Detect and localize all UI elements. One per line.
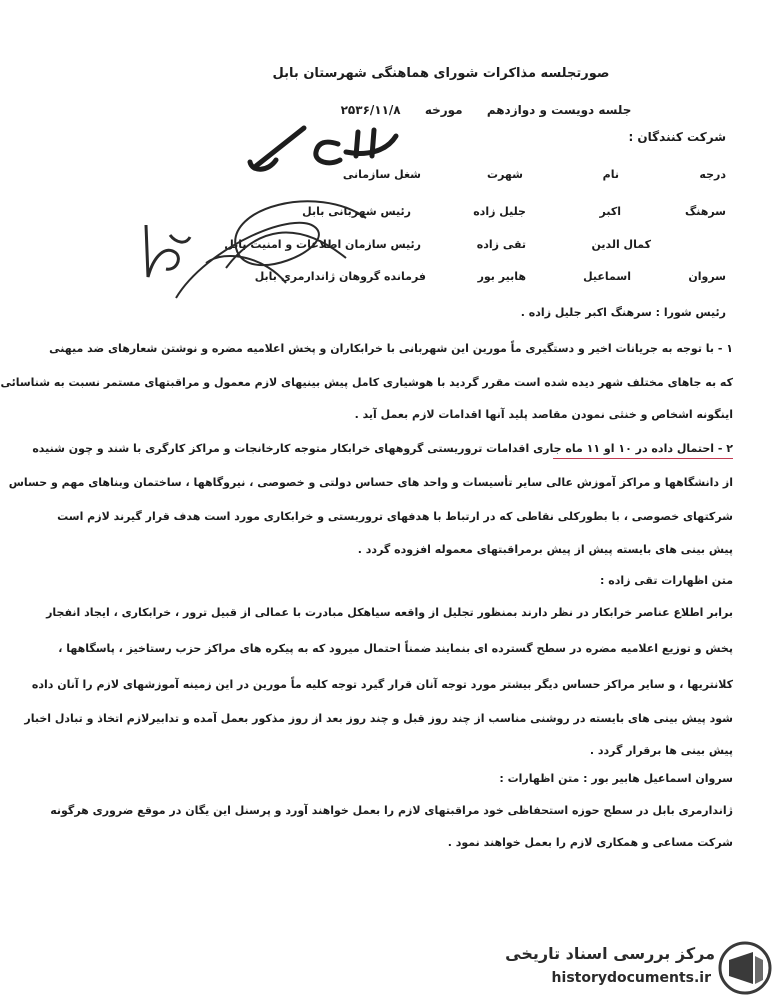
item2-line3: شرکتهای خصوصی ، با بطورکلی نقاطی که در ارتباط با هدفهای تروریستی و خرابکاری مورد است هدف قرار گیرند لازم است	[57, 510, 733, 523]
row3-surname: هابیر بور	[477, 270, 526, 283]
item3-line3: کلانتریها ، و سایر مراکز حساس دیگر بیشتر مورد توجه آنان قرار گیرد توجه کلیه ماً مورین در این زمینه آموزشهای لازم را آنان داده	[31, 678, 733, 691]
participants-label: شرکت کنندگان :	[628, 130, 726, 144]
watermark-url: historydocuments.ir	[551, 970, 711, 986]
item1-line3: اینگونه اشخاص و خنثی نمودن مقاصد پلید آنها اقدامات لازم بعمل آید .	[354, 408, 733, 421]
row3-name: اسماعیل	[583, 270, 631, 283]
item3-line1: برابر اطلاع عناصر خرابکار در نظر دارند بمنظور تجلیل از واقعه سیاهکل مبادرت با عمالی از قبیل ترور ، خرابکاری ، ایجاد انفجار	[46, 606, 733, 619]
row1-name: اکبر	[599, 205, 621, 218]
red-underline	[553, 458, 733, 459]
header-position: شغل سازمانی	[342, 168, 421, 181]
row1-surname: جلیل زاده	[473, 205, 526, 218]
item1-line2: که به جاهای مختلف شهر دیده شده است مقرر گردید با هوشیاری کامل پیش بینیهای لازم معمول و مراقبتهای مستمر نسبت به شناسائی	[0, 376, 733, 389]
item3-line5: پیش بینی ها برقرار گردد .	[589, 744, 733, 757]
header-surname: شهرت	[487, 168, 523, 181]
item4-line1: ژاندارمری بابل در سطح حوزه استحفاظی خود مراقبتهای لازم را بعمل خواهند آورد و پرسنل این یگان در موقع ضروری هرگونه	[50, 804, 733, 817]
row3-position: فرمانده گروهان ژاندارمری بابل	[254, 270, 426, 283]
header-rank: درجه	[699, 168, 726, 181]
row1-position: رئیس شهربانی بابل	[302, 205, 411, 218]
side-signature	[136, 215, 196, 285]
row2-position: رئیس سازمان اطلاعات و امنیت بابل	[224, 238, 421, 251]
signature-scribble	[166, 188, 376, 308]
item4-line2: شرکت مساعی و همکاری لازم را بعمل خواهند نمود .	[447, 836, 733, 849]
section-sarvan: سروان اسماعیل هابیر بور : متن اظهارات :	[499, 772, 733, 785]
row3-rank: سروان	[688, 270, 726, 283]
section-taqizadeh: متن اظهارات تقی زاده :	[599, 574, 733, 587]
item3-line2: پخش و توزیع اعلامیه مضره در سطح گسترده ای بنمایند ضمناً احتمال میرود که به پیکره های مراکز حزب رستاخیز ، پاسگاهها ،	[58, 642, 733, 655]
date-value: ۲۵۳۶/۱۱/۸	[340, 103, 401, 117]
item2-line1: ۲ - احتمال داده در ۱۰ او ۱۱ ماه جاری اقدامات تروریستی گروههای خرابکار متوجه کارخانجات و مراکز کارگری با شند و چون شنیده	[32, 442, 733, 455]
row1-rank: سرهنگ	[684, 205, 726, 218]
date-label: مورخه	[424, 103, 463, 117]
meeting-line	[321, 103, 651, 117]
row2-name: کمال الدین	[591, 238, 651, 251]
watermark-title: مرکز بررسی اسناد تاریخی	[505, 944, 715, 963]
item3-line4: شود پیش بینی های بایسته در روشنی مناسب از چند روز قبل و چند روز بعد از روز مذکور بعمل آمده و تدابیرلازم اتخاذ و تبادل اخبار	[24, 712, 733, 725]
item1-line1: ۱ - با توجه به جریانات اخیر و دستگیری ماً مورین این شهربانی با خرابکاران و پخش اعلامیه مضره و نوشتن شعارهای ضد میهنی	[49, 342, 733, 355]
archive-logo-icon	[717, 940, 773, 996]
document-title: صورتجلسه مذاکرات شورای هماهنگی شهرستان بابل	[272, 66, 610, 81]
item2-line4: پیش بینی های بایسته پیش از پیش برمراقبتهای معموله افزوده گردد .	[357, 543, 733, 556]
header-name: نام	[602, 168, 619, 181]
session-number: جلسه دویست و دوازدهم	[486, 103, 632, 117]
row2-surname: تقی زاده	[476, 238, 526, 251]
item2-line2: از دانشگاهها و مراکز آموزش عالی سایر تأسیسات و واحد های حساس دولتی و خصوصی ، نیروگاهها ، ساختمان وبناهای مهم و حساس	[8, 476, 733, 489]
council-chair: رئیس شورا : سرهنگ اکبر جلیل زاده .	[520, 306, 726, 319]
